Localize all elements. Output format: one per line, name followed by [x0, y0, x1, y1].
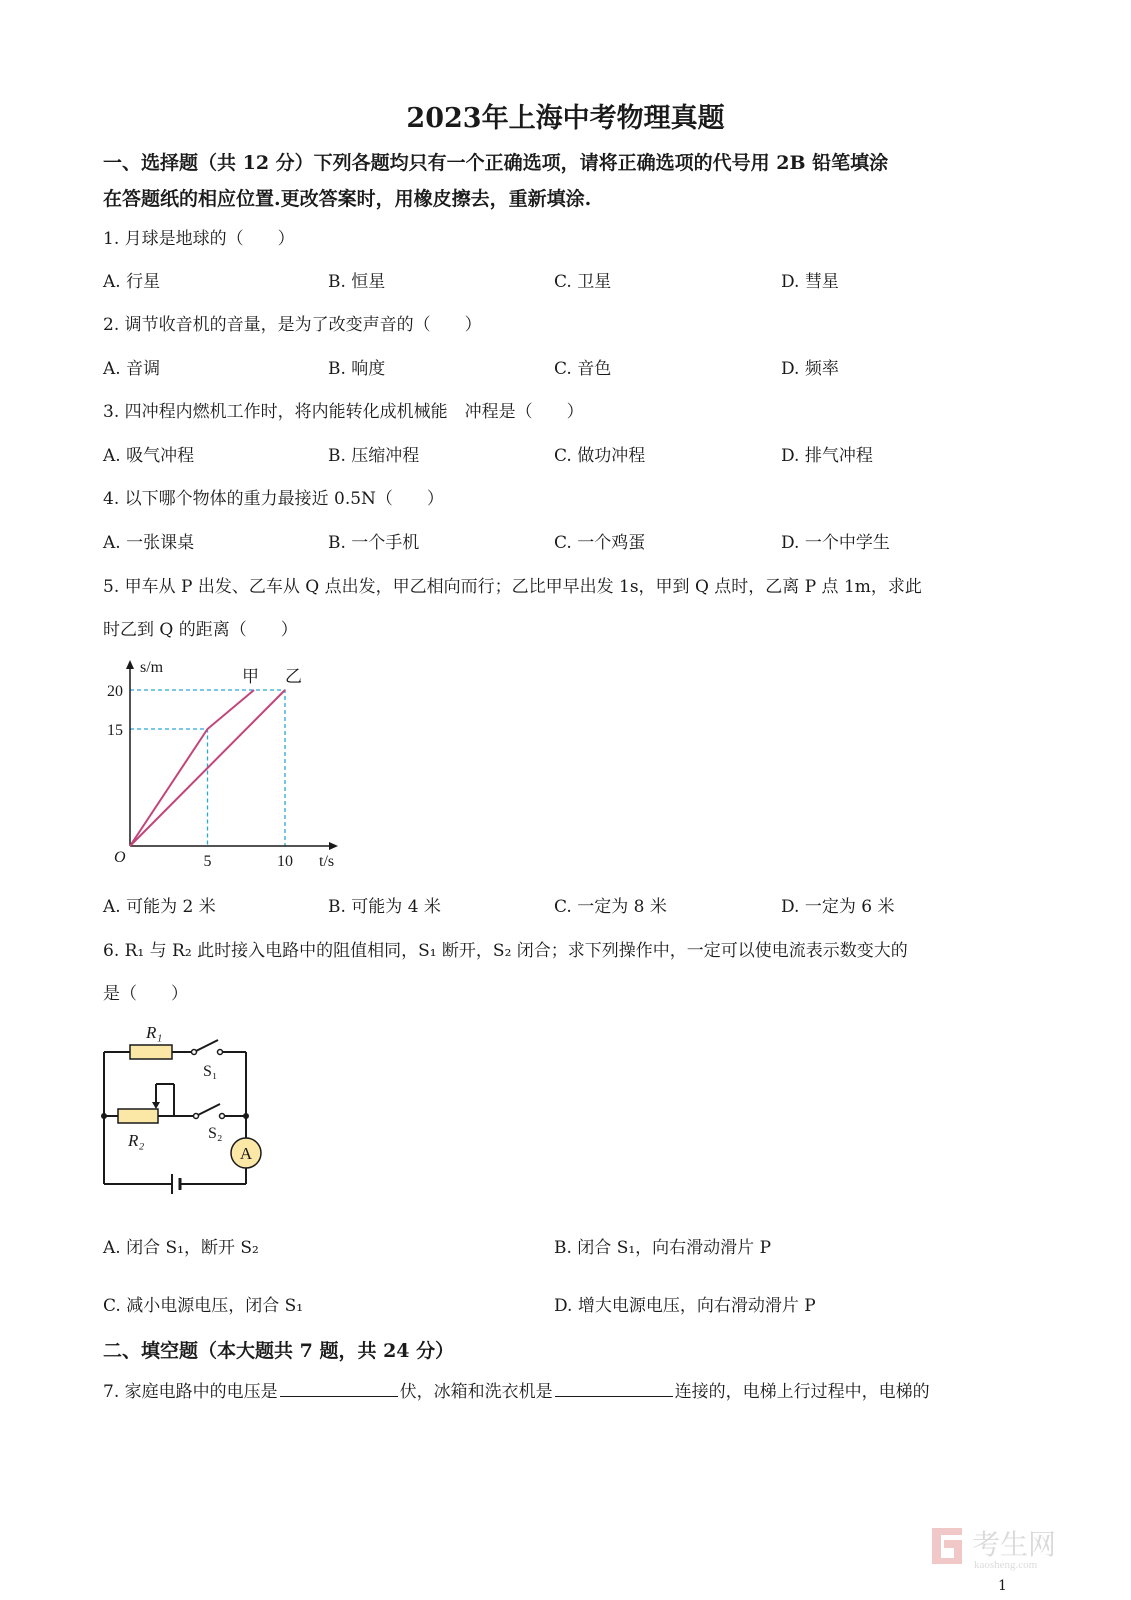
resistor-r1	[130, 1045, 172, 1059]
x-tick-label: 5	[203, 853, 212, 870]
q6-option-b: B. 闭合 S₁，向右滑动滑片 P	[554, 1238, 772, 1258]
q4-option-a: A. 一张课桌	[103, 533, 195, 553]
q3-option-a: A. 吸气冲程	[103, 446, 195, 466]
x-axis-arrow	[329, 842, 338, 850]
q3-option-c: C. 做功冲程	[554, 446, 646, 466]
q2-option-a: A. 音调	[103, 359, 161, 379]
page-number: 1	[998, 1578, 1007, 1594]
r2-label: R₂	[128, 1131, 145, 1150]
question-2-stem: 2. 调节收音机的音量，是为了改变声音的（ ）	[103, 315, 482, 335]
q7-text-part1: 7. 家庭电路中的电压是	[103, 1382, 278, 1402]
q2-option-c: C. 音色	[554, 359, 612, 379]
question-7-stem	[103, 1377, 930, 1402]
q4-option-c: C. 一个鸡蛋	[554, 533, 646, 553]
q7-text-part2: 伏，冰箱和洗衣机是	[399, 1382, 553, 1402]
origin-label: O	[114, 849, 126, 866]
q1-option-d: D. 彗星	[781, 272, 839, 292]
q7-blank-1[interactable]	[280, 1380, 398, 1397]
q2-option-d: D. 频率	[781, 359, 839, 379]
q1-option-c: C. 卫星	[554, 272, 612, 292]
q4-option-d: D. 一个中学生	[781, 533, 890, 553]
q7-blank-2[interactable]	[555, 1380, 673, 1397]
s1-label: S₁	[203, 1063, 218, 1080]
question-6-stem-line1: 6. R₁ 与 R₂ 此时接入电路中的阻值相同，S₁ 断开，S₂ 闭合；求下列操作中，一定可以使电流表示数变大的	[103, 941, 908, 961]
x-tick-label: 10	[277, 853, 293, 870]
page-title: 2023年上海中考物理真题	[406, 103, 725, 134]
question-3-stem: 3. 四冲程内燃机工作时，将内能转化成机械能 冲程是（ ）	[103, 402, 584, 422]
q6-option-d: D. 增大电源电压，向右滑动滑片 P	[554, 1296, 816, 1316]
question-1-stem: 1. 月球是地球的（ ）	[103, 229, 295, 249]
q3-option-d: D. 排气冲程	[781, 446, 873, 466]
question-6-stem-line2: 是（ ）	[103, 984, 188, 1004]
watermark-url: kaosheng.com	[974, 1559, 1038, 1571]
watermark-brand: 考生网	[972, 1530, 1057, 1561]
question-5-stem-line1: 5. 甲车从 P 出发、乙车从 Q 点出发，甲乙相向而行；乙比甲早出发 1s，甲到 Q 点时，乙离 P 点 1m，求此	[103, 577, 922, 597]
q4-option-b: B. 一个手机	[328, 533, 420, 553]
s2-label: S₂	[208, 1125, 223, 1142]
series-label-jia: 甲	[242, 667, 259, 686]
watermark-logo	[928, 1522, 1088, 1576]
ammeter-label: A	[239, 1144, 253, 1163]
q6-option-c: C. 减小电源电压，闭合 S₁	[103, 1296, 304, 1316]
section1-instructions-line1: 一、选择题（共 12 分）下列各题均只有一个正确选项，请将正确选项的代号用 2B 铅笔填涂	[103, 152, 889, 174]
q2-option-b: B. 响度	[328, 359, 386, 379]
circuit-diagram	[96, 1012, 276, 1202]
q7-text-part3: 连接的，电梯上行过程中，电梯的	[674, 1382, 930, 1402]
y-axis-label: s/m	[140, 659, 164, 676]
section2-title: 二、填空题（本大题共 7 题，共 24 分）	[103, 1340, 455, 1362]
y-tick-label: 20	[107, 683, 123, 700]
q5-option-d: D. 一定为 6 米	[781, 897, 895, 917]
series-line-jia	[130, 690, 254, 846]
q5-option-c: C. 一定为 8 米	[554, 897, 667, 917]
y-axis-arrow	[126, 660, 134, 669]
x-axis-label: t/s	[319, 853, 335, 870]
question-5-stem-line2: 时乙到 Q 的距离（ ）	[103, 620, 298, 640]
q1-option-b: B. 恒星	[328, 272, 386, 292]
series-label-yi: 乙	[285, 667, 302, 686]
question-4-stem: 4. 以下哪个物体的重力最接近 0.5N（ ）	[103, 489, 444, 509]
q3-option-b: B. 压缩冲程	[328, 446, 420, 466]
q1-option-a: A. 行星	[103, 272, 161, 292]
section1-instructions-line2: 在答题纸的相应位置.更改答案时，用橡皮擦去，重新填涂.	[103, 188, 592, 210]
r1-label: R₁	[146, 1023, 163, 1042]
resistor-r2	[118, 1109, 158, 1123]
y-tick-label: 15	[107, 722, 123, 739]
q6-option-a: A. 闭合 S₁，断开 S₂	[103, 1238, 259, 1258]
q5-option-b: B. 可能为 4 米	[328, 897, 441, 917]
s-t-graph	[100, 650, 360, 890]
q5-option-a: A. 可能为 2 米	[103, 897, 216, 917]
